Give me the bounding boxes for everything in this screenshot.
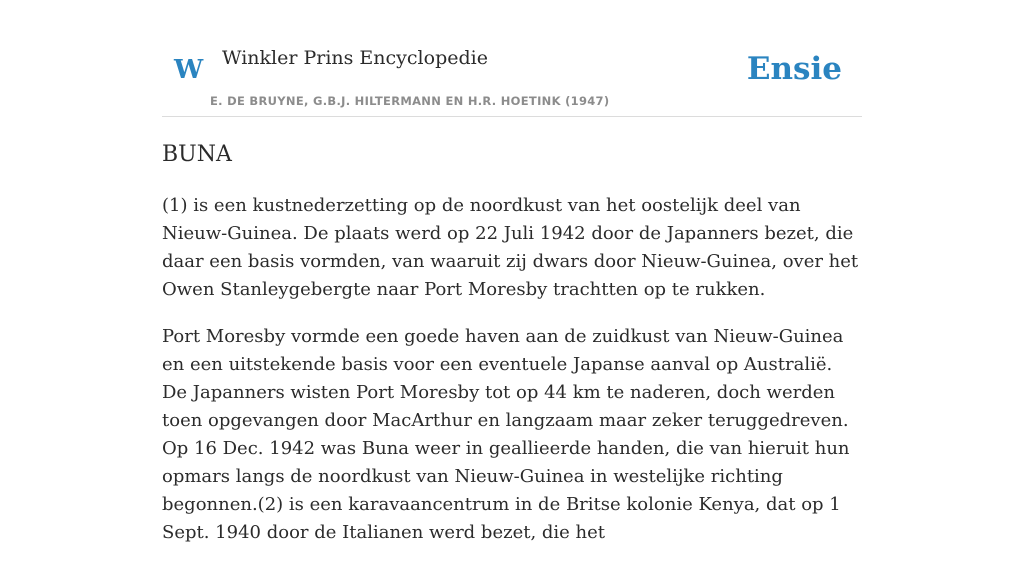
article-body — [162, 192, 862, 566]
article-paragraph-1: (1) is een kustnederzetting op de noordkust van het oostelijk deel van Nieuw-Guinea. De plaats werd op 22 Juli 1942 door de Japanners bezet, die daar een basis vormden, van waaruit zij dwars door Nieuw-Guinea, over het Owen Stanleygebergte naar Port Moresby trachtten op te rukken. — [162, 195, 859, 300]
page-container — [162, 0, 862, 543]
publication-title[interactable]: Winkler Prins Encyclopedie — [222, 47, 488, 69]
publication-logo: W — [174, 55, 204, 85]
header — [162, 0, 862, 117]
ensie-brand-link[interactable]: Ensie — [746, 51, 842, 87]
publication-authors: E. DE BRUYNE, G.B.J. HILTERMANN EN H.R. HOETINK (1947) — [210, 94, 610, 108]
article-paragraph-2: Port Moresby vormde een goede haven aan de zuidkust van Nieuw-Guinea en een uitstekende basis voor een eventuele Japanse aanval op Australië. De Japanners wisten Port Moresby tot op 44 km te naderen, doch werden toen opgevangen door MacArthur en langzaam maar zeker teruggedreven. Op 16 Dec. 1942 was Buna weer in geallieerde handen, die van hieruit hun opmars langs de noordkust van Nieuw-Guinea in westelijke richting begonnen.(2) is een karavaancentrum in de Britse kolonie Kenya, dat op 1 Sept. 1940 door de Italianen werd bezet, die het — [162, 326, 850, 543]
article-title: BUNA — [162, 142, 232, 167]
